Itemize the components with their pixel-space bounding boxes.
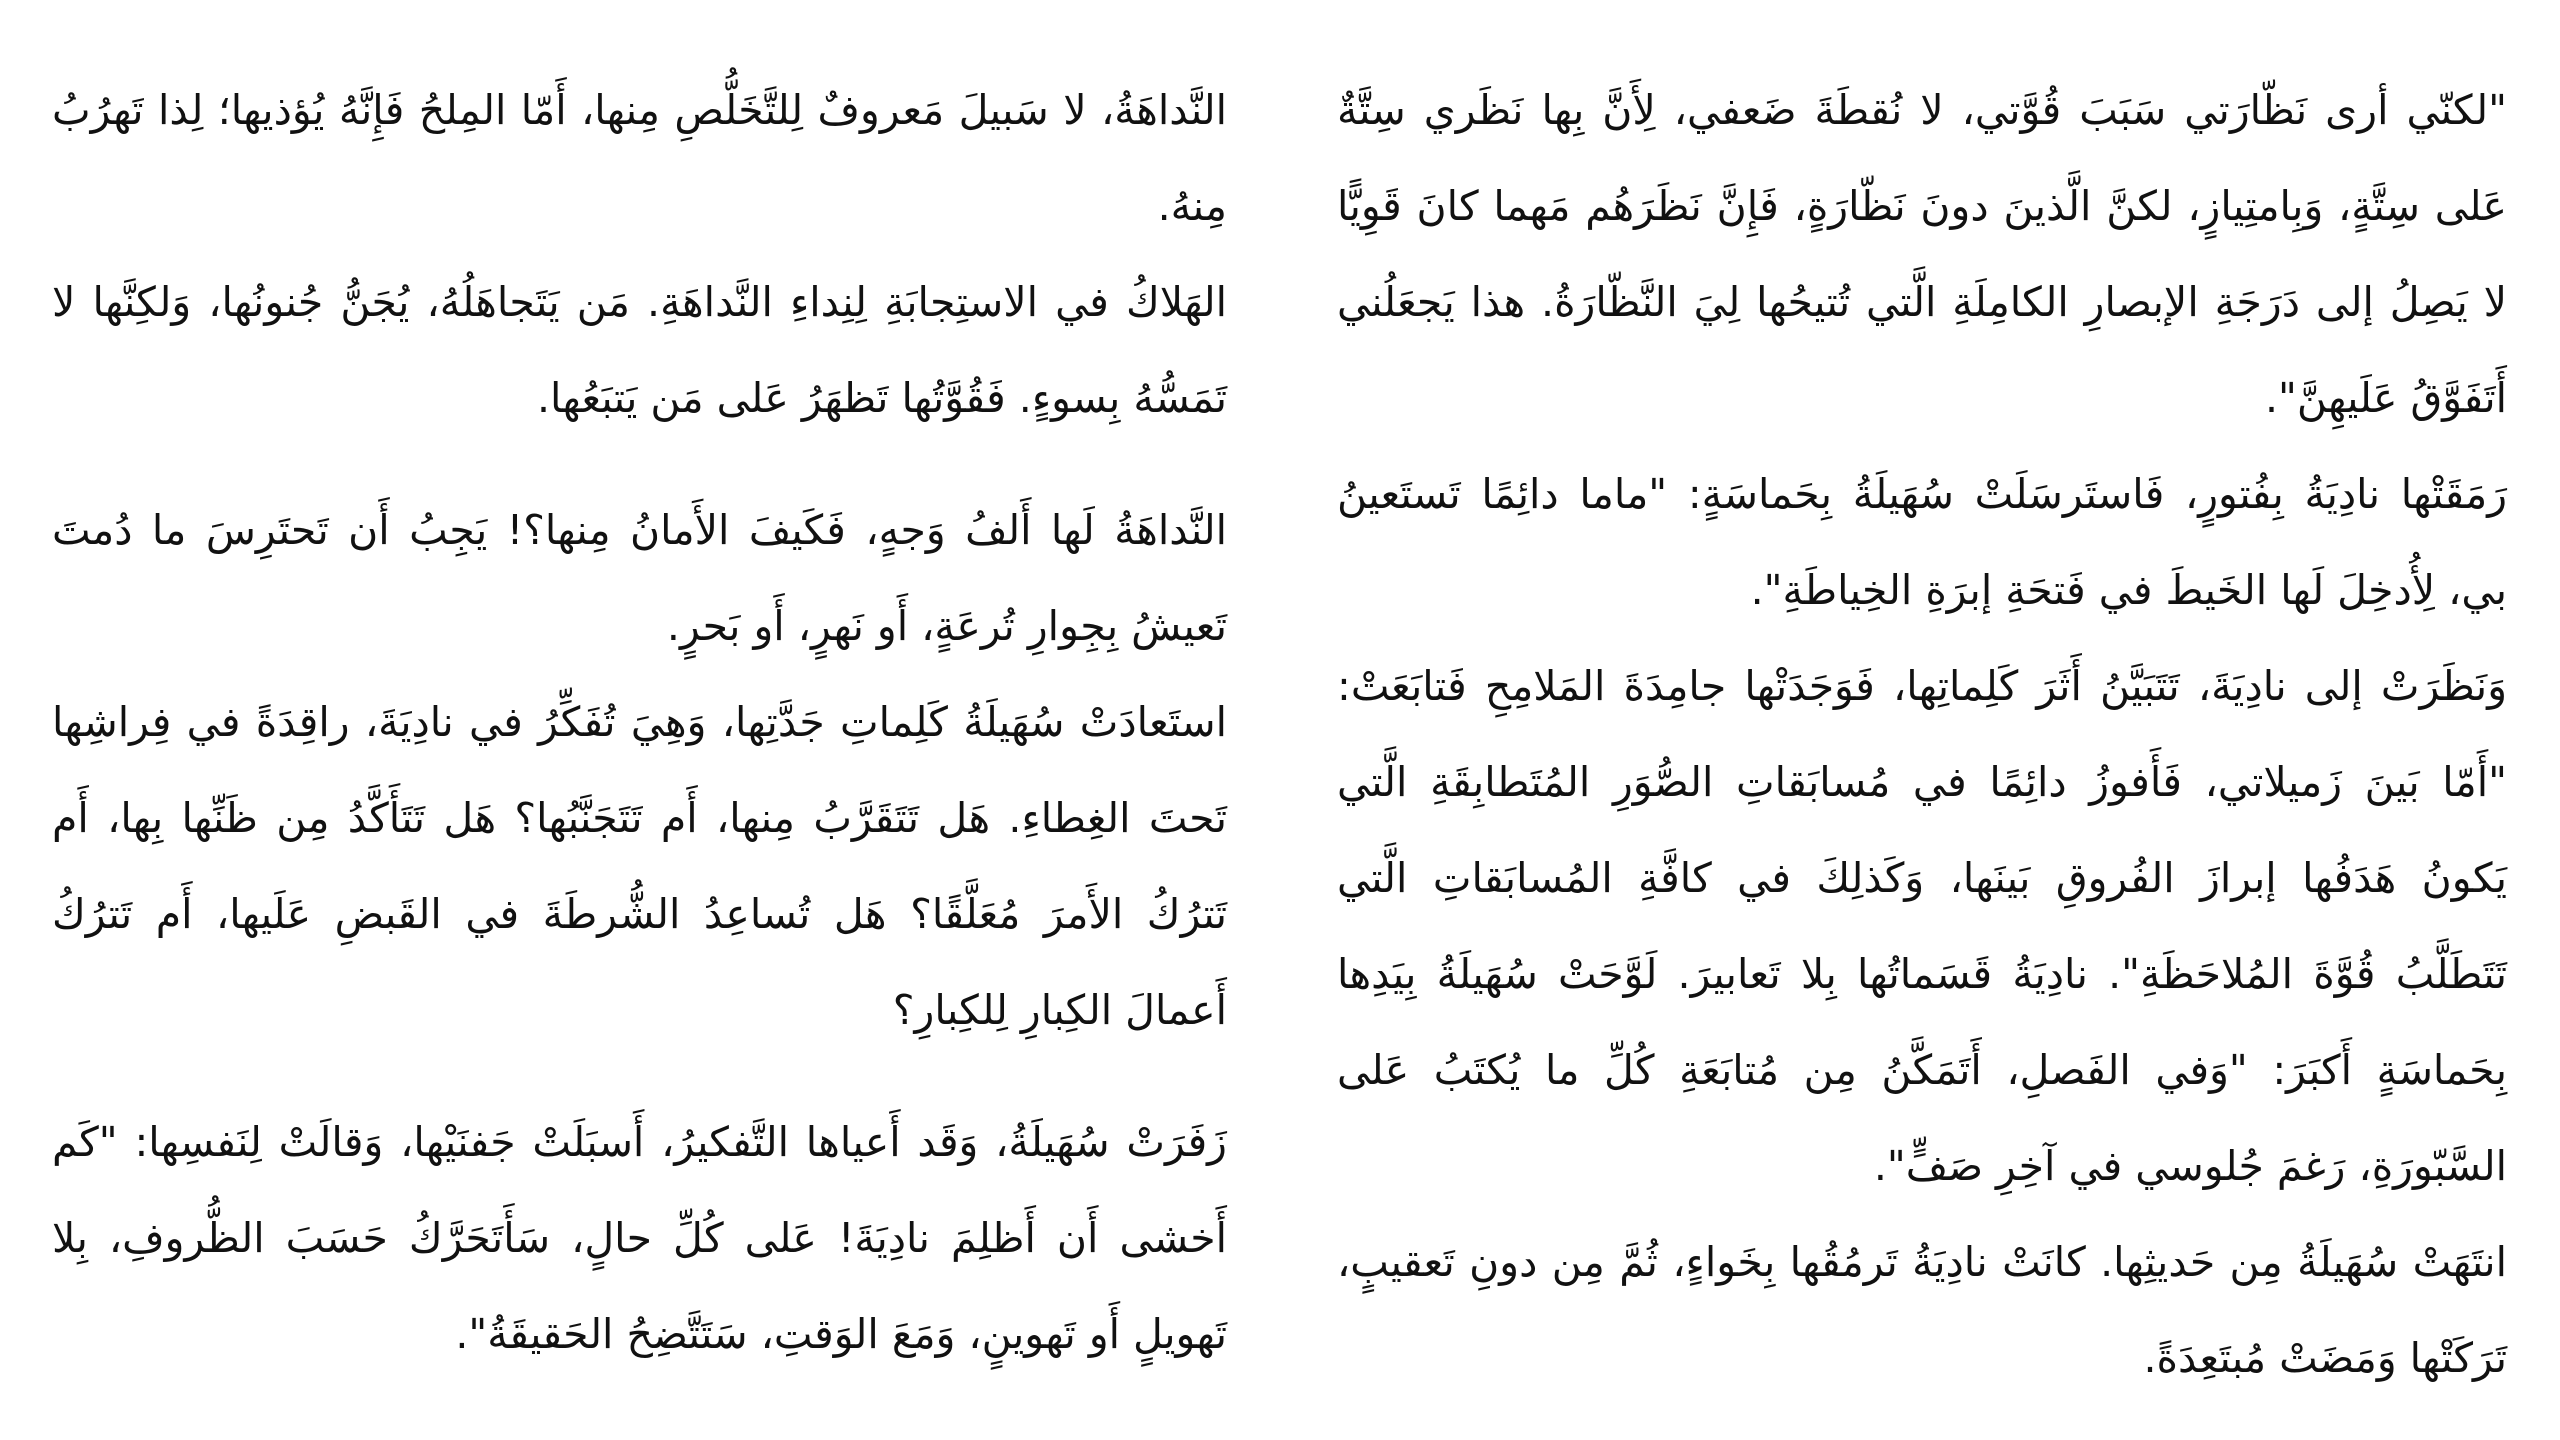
paragraph: "لكنّي أرى نَظّارَتي سَبَبَ قُوَّتي، لا نُقطَةَ ضَعفي، لِأَنَّ بِها نَظَري سِتَّةٌ عَلى سِتَّةٍ، وَبِامتِيازٍ، لكنَّ الَّذينَ دونَ نَظّارَةٍ، فَإِنَّ نَظَرَهُم مَهما كانَ قَوِيًّا لا يَصِلُ إلى دَرَجَةِ الإبصارِ الكامِلَةِ الَّتي تُتيحُها لِيَ النَّظّارَةُ. هذا يَجعَلُني أَتَفَوَّقُ عَلَيهِنَّ". [1337,86,2507,422]
right-page-text [1337,62,2507,1406]
paragraph: النَّداهَةُ، لا سَبيلَ مَعروفٌ لِلتَّخَلُّصِ مِنها، أَمّا المِلحُ فَإِنَّهُ يُؤذيها؛ لِذا تَهرُبُ مِنهُ. [52,86,1227,230]
paragraph: انتَهَتْ سُهَيلَةُ مِن حَديثِها. كانَتْ نادِيَةُ تَرمُقُها بِخَواءٍ، ثُمَّ مِن دونِ تَعقيبٍ، تَرَكَتْها وَمَضَتْ مُبتَعِدَةً. [1337,1238,2507,1382]
paragraph: الهَلاكُ في الاستِجابَةِ لِنِداءِ النَّداهَةِ. مَن يَتَجاهَلُهُ، يُجَنُّ جُنونُها، وَلكِنَّها لا تَمَسُّهُ بِسوءٍ. فَقُوَّتُها تَظهَرُ عَلى مَن يَتبَعُها. [52,278,1227,422]
paragraph: رَمَقَتْها نادِيَةُ بِفُتورٍ، فَاستَرسَلَتْ سُهَيلَةُ بِحَماسَةٍ: "ماما دائِمًا تَستَعينُ بي، لِأُدخِلَ لَها الخَيطَ في فَتحَةِ إبرَةِ الخِياطَةِ". [1337,470,2507,614]
left-page-text [52,62,1227,1382]
paragraph: وَنَظَرَتْ إلى نادِيَةَ، تَتَبَيَّنُ أَثَرَ كَلِماتِها، فَوَجَدَتْها جامِدَةَ المَلامِحِ فَتابَعَتْ: "أَمّا بَينَ زَميلاتي، فَأَفوزُ دائِمًا في مُسابَقاتِ الصُّوَرِ المُتَطابِقَةِ الَّتي يَكونُ هَدَفُها إبرازَ الفُروقِ بَينَها، وَكَذلِكَ في كافَّةِ المُسابَقاتِ الَّتي تَتَطَلَّبُ قُوَّةَ المُلاحَظَةِ". نادِيَةُ قَسَماتُها بِلا تَعابيرَ. لَوَّحَتْ سُهَيلَةُ بِيَدِها بِحَماسَةٍ أَكبَرَ: "وَفي الفَصلِ، أَتَمَكَّنُ مِن مُتابَعَةِ كُلِّ ما يُكتَبُ عَلى السَّبّورَةِ، رَغمَ جُلوسي في آخِرِ صَفٍّ". [1337,662,2507,1190]
paragraph: النَّداهَةُ لَها أَلفُ وَجهٍ، فَكَيفَ الأَمانُ مِنها؟! يَجِبُ أَن تَحتَرِسَ ما دُمتَ تَعيشُ بِجِوارِ تُرعَةٍ، أَو نَهرٍ، أَو بَحرٍ. [52,506,1227,650]
paragraph: استَعادَتْ سُهَيلَةُ كَلِماتِ جَدَّتِها، وَهِيَ تُفَكِّرُ في نادِيَةَ، راقِدَةً في فِراشِها تَحتَ الغِطاءِ. هَل تَتَقَرَّبُ مِنها، أَم تَتَجَنَّبُها؟ هَل تَتَأَكَّدُ مِن ظَنِّها بِها، أَم تَترُكُ الأَمرَ مُعَلَّقًا؟ هَل تُساعِدُ الشُّرطَةَ في القَبضِ عَلَيها، أَم تَترُكُ أَعمالَ الكِبارِ لِلكِبارِ؟ [52,698,1227,1034]
paragraph: زَفَرَتْ سُهَيلَةُ، وَقَد أَعياها التَّفكيرُ، أَسبَلَتْ جَفنَيْها، وَقالَتْ لِنَفسِها: "كَم أَخشى أَن أَظلِمَ نادِيَةَ! عَلى كُلِّ حالٍ، سَأَتَحَرَّكُ حَسَبَ الظُّروفِ، بِلا تَهويلٍ أَو تَهوينٍ، وَمَعَ الوَقتِ، سَتَتَّضِحُ الحَقيقَةُ". [52,1118,1227,1358]
